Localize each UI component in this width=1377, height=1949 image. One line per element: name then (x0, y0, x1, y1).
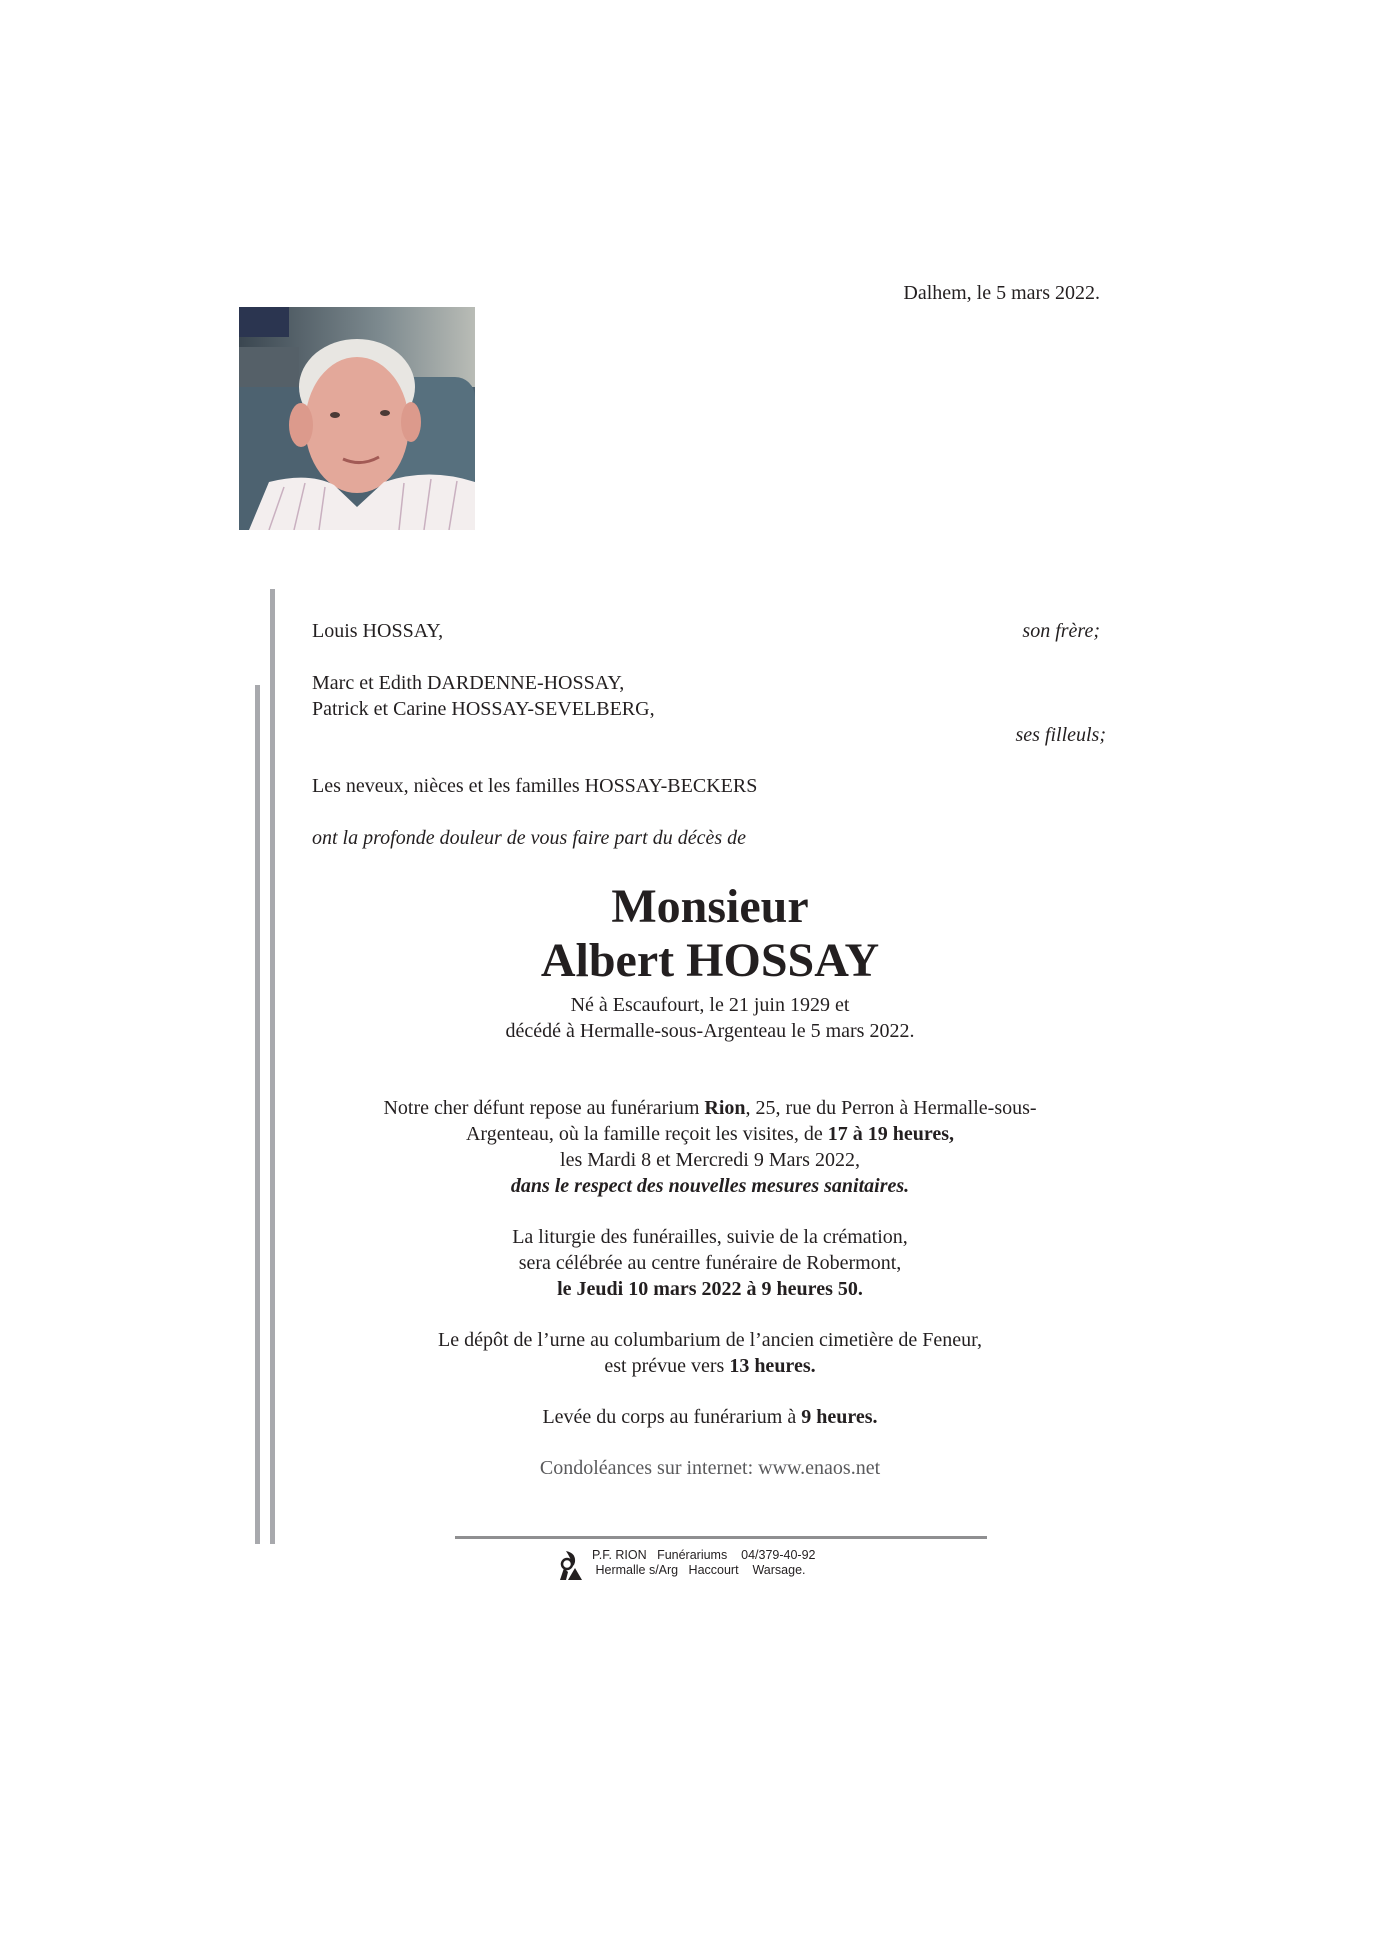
funeral-home-name: Rion (704, 1097, 746, 1119)
relation-brother: son frère; (1022, 620, 1100, 642)
family-member-4: Les neveux, nièces et les familles HOSSAY-BECKERS (312, 775, 758, 797)
funeral-home-logo-icon (558, 1550, 582, 1580)
deceased-title: Monsieur (611, 880, 809, 933)
family-member-2: Marc et Edith DARDENNE-HOSSAY, (312, 672, 625, 694)
visitation-line-1 (300, 1095, 1120, 1121)
urn-time: 13 heures. (729, 1355, 816, 1377)
levee-time: 9 heures. (801, 1406, 878, 1428)
footer-text (592, 1548, 815, 1578)
condolences-line: Condoléances sur internet: www.enaos.net (539, 1457, 881, 1479)
levee-text: Levée du corps au funérarium à (542, 1406, 802, 1428)
footer-line-1: P.F. RION Funérariums 04/379-40-92 (592, 1548, 816, 1562)
death-line: décédé à Hermalle-sous-Argenteau le 5 mars 2022. (505, 1020, 915, 1042)
visitation-address: , 25, rue du Perron à Hermalle-sous- (745, 1097, 1037, 1119)
liturgy-line-1: La liturgie des funérailles, suivie de la crémation, (512, 1226, 908, 1248)
visitation-line-2 (300, 1121, 1120, 1147)
sanitary-measures: dans le respect des nouvelles mesures sanitaires. (510, 1175, 910, 1197)
footer-divider (455, 1536, 987, 1539)
deceased-name: Albert HOSSAY (540, 934, 880, 987)
urn-line-2 (300, 1353, 1120, 1379)
portrait-photo-icon (239, 307, 475, 530)
family-member-3: Patrick et Carine HOSSAY-SEVELBERG, (312, 698, 655, 720)
urn-text: est prévue vers (604, 1355, 730, 1377)
announcement-text: ont la profonde douleur de vous faire part du décès de (312, 827, 747, 849)
urn-line-1: Le dépôt de l’urne au columbarium de l’ancien cimetière de Feneur, (438, 1329, 982, 1351)
family-member-1: Louis HOSSAY, (312, 620, 444, 642)
decorative-bar-short (255, 685, 260, 1544)
portrait-photo (239, 307, 475, 530)
visitation-days: les Mardi 8 et Mercredi 9 Mars 2022, (560, 1149, 860, 1171)
liturgy-line-2: sera célébrée au centre funéraire de Robermont, (518, 1252, 902, 1274)
liturgy-date: le Jeudi 10 mars 2022 à 9 heures 50. (557, 1278, 863, 1300)
levee-line (300, 1404, 1120, 1430)
birth-line: Né à Escaufourt, le 21 juin 1929 et (570, 994, 850, 1016)
relation-godchildren: ses filleuls; (1015, 724, 1106, 746)
decorative-bar-long (270, 589, 275, 1544)
visitation-hours: 17 à 19 heures, (827, 1123, 955, 1145)
date-line: Dalhem, le 5 mars 2022. (903, 282, 1100, 304)
footer-line-2: Hermalle s/Arg Haccourt Warsage. (592, 1563, 806, 1577)
visitation-text: Notre cher défunt repose au funérarium (383, 1097, 705, 1119)
visitation-text-2: Argenteau, où la famille reçoit les visites, de (465, 1123, 828, 1145)
